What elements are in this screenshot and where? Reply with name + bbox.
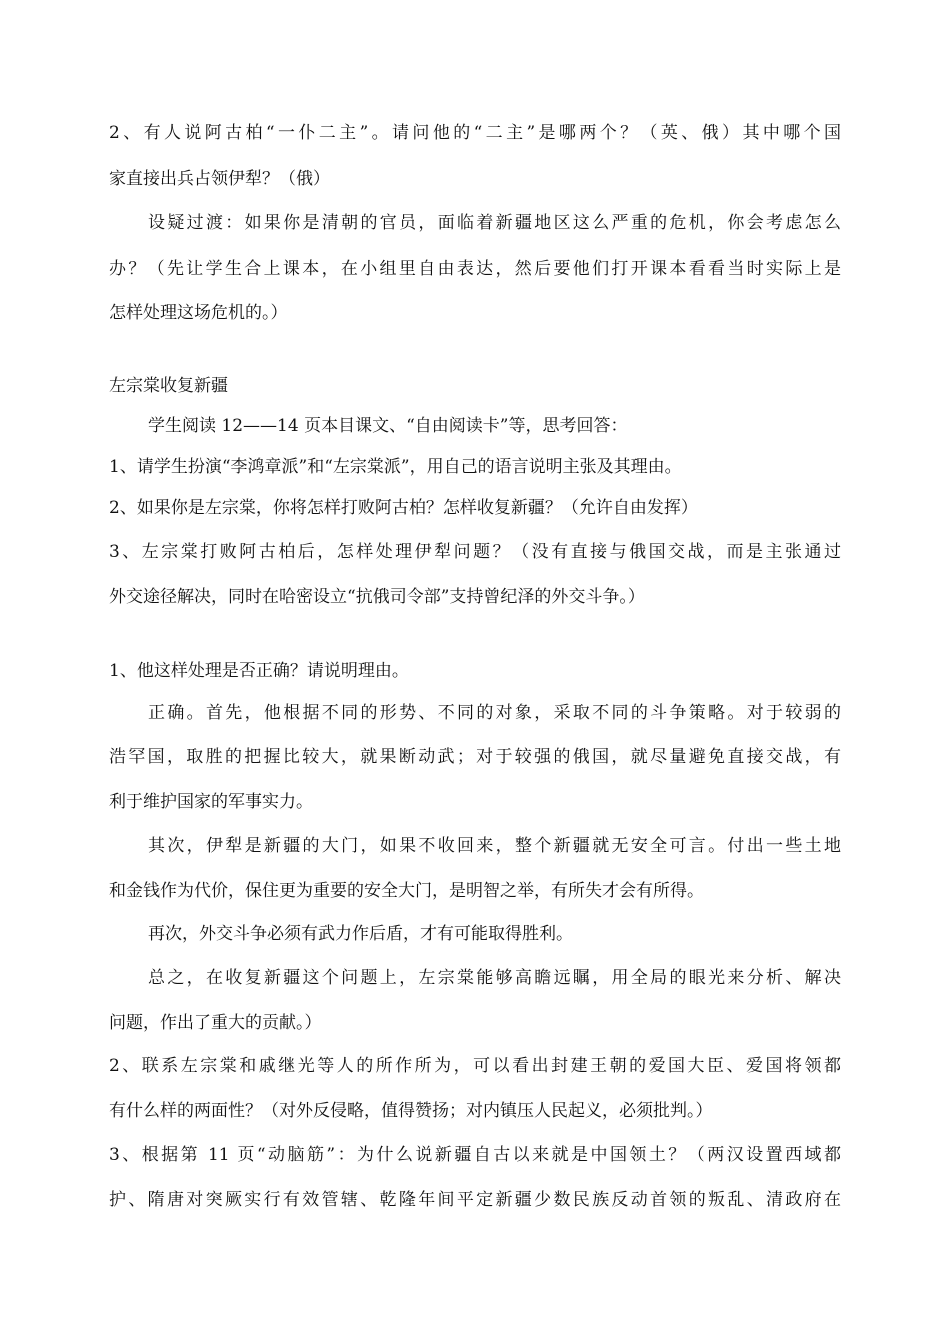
discussion-q3-line-2: 护、隋唐对突厥实行有效管辖、乾隆年间平定新疆少数民族反动首领的叛乱、清政府在 <box>109 1190 841 1210</box>
answer-summary-line-2: 问题，作出了重大的贡献。） <box>109 1013 322 1033</box>
discussion-q2-line-2: 有什么样的两面性？（对外反侵略，值得赞扬；对内镇压人民起义，必须批判。） <box>109 1101 713 1121</box>
answer-second-line-2: 和金钱作为代价，保住更为重要的安全大门，是明智之举，有所失才会有所得。 <box>109 881 704 901</box>
answer-summary-line-1: 总之，在收复新疆这个问题上，左宗棠能够高瞻远瞩，用全局的眼光来分析、解决 <box>148 968 841 988</box>
transition-line-2: 办？（先让学生合上课本，在小组里自由表达，然后要他们打开课本看看当时实际上是 <box>109 259 841 279</box>
answer-first-line-3: 利于维护国家的军事实力。 <box>109 792 313 812</box>
transition-line-1: 设疑过渡：如果你是清朝的官员，面临着新疆地区这么严重的危机，你会考虑怎么 <box>148 213 841 233</box>
answer-third: 再次，外交斗争必须有武力作后盾，才有可能取得胜利。 <box>148 924 573 944</box>
question-2-line-2: 家直接出兵占领伊犁？（俄） <box>109 169 330 189</box>
discussion-q3-line-1: 3、根据第 11 页“动脑筋”：为什么说新疆自古以来就是中国领土？（两汉设置西域都 <box>109 1145 841 1165</box>
reading-instruction: 学生阅读 12——14 页本目课文、“自由阅读卡”等，思考回答： <box>148 416 628 436</box>
discussion-q1: 1、他这样处理是否正确？请说明理由。 <box>109 661 409 681</box>
section-heading: 左宗棠收复新疆 <box>109 376 228 396</box>
discussion-q2-line-1: 2、联系左宗棠和戚继光等人的所作所为，可以看出封建王朝的爱国大臣、爱国将领都 <box>109 1056 841 1076</box>
answer-first-line-1: 正确。首先，他根据不同的形势、不同的对象，采取不同的斗争策略。对于较弱的 <box>148 703 841 723</box>
task-3-line-2: 外交途径解决，同时在哈密设立“抗俄司令部”支持曾纪泽的外交斗争。） <box>109 587 645 607</box>
task-2: 2、如果你是左宗棠，你将怎样打败阿古柏？怎样收复新疆？（允许自由发挥） <box>109 498 698 518</box>
transition-line-3: 怎样处理这场危机的。） <box>109 303 288 323</box>
task-1: 1、请学生扮演“李鸿章派”和“左宗棠派”，用自己的语言说明主张及其理由。 <box>109 457 682 477</box>
answer-first-line-2: 浩罕国，取胜的把握比较大，就果断动武；对于较强的俄国，就尽量避免直接交战，有 <box>109 747 841 767</box>
question-2-line-1: 2、有人说阿古柏“一仆二主”。请问他的“二主”是哪两个？（英、俄）其中哪个国 <box>109 123 841 143</box>
task-3-line-1: 3、左宗棠打败阿古柏后，怎样处理伊犁问题？（没有直接与俄国交战，而是主张通过 <box>109 542 841 562</box>
answer-second-line-1: 其次，伊犁是新疆的大门，如果不收回来，整个新疆就无安全可言。付出一些土地 <box>148 836 841 856</box>
